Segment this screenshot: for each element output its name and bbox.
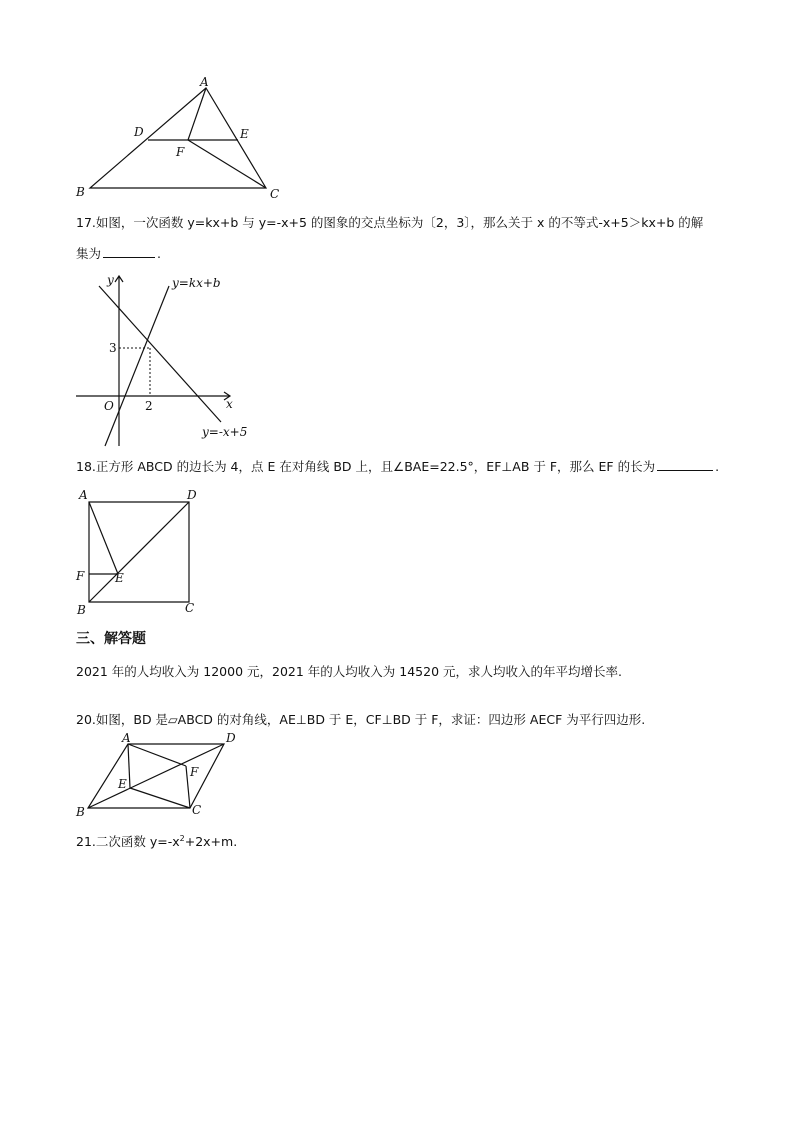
label-d: D [226,731,236,745]
line-y-kx-plus-b [105,286,169,446]
label-d: D [134,125,144,139]
line-label-kx-b: y=kx+b [172,276,221,290]
y-axis-label: y [107,273,114,287]
label-f: F [190,765,199,779]
question-18 [76,458,719,476]
line-label-neg-x-5: y=-x+5 [202,425,248,439]
segment-af [128,744,186,766]
label-a: A [122,731,131,745]
question-17-suffix: . [157,246,161,261]
label-f: F [76,569,85,583]
question-19: 2021 年的人均收入为 12000 元，2021 年的人均收入为 14520 元，求人均收入的年平均增长率. [76,664,622,679]
label-b: B [76,185,85,199]
origin-label: O [104,399,114,413]
figure-linear-functions [72,272,262,452]
figure-parallelogram-abcd [72,730,242,820]
label-b: B [76,805,85,819]
figure-square-abcd [72,484,212,618]
question-17-line2 [76,245,161,263]
label-c: C [185,601,195,615]
segment-ce [130,788,190,808]
question-18-suffix: . [715,459,720,474]
label-e: E [118,777,127,791]
question-21-text-after: +2x+m. [184,834,238,850]
figure-triangle-abc [70,74,290,204]
label-c: C [270,187,280,201]
x-axis-label: x [226,397,233,411]
question-17-line1: 17.如图，一次函数 y=kx+b 与 y=-x+5 的图象的交点坐标为〔2，3〕，那么关于 x 的不等式-x+5＞kx+b 的解 [76,215,704,230]
label-a: A [79,488,88,502]
answer-blank-18[interactable] [657,458,713,471]
label-c: C [192,803,202,817]
question-20: 20.如图，BD 是▱ABCD 的对角线，AE⊥BD 于 E，CF⊥BD 于 F，求证：四边形 AECF 为平行四边形. [76,712,646,727]
label-d: D [187,488,197,502]
tick-label-y-3: 3 [109,341,117,355]
label-e: E [115,571,124,585]
question-21 [76,830,237,851]
tick-label-x-2: 2 [145,399,153,413]
section-title: 三、解答题 [76,631,146,647]
question-18-text: 18.正方形 ABCD 的边长为 4，点 E 在对角线 BD 上，且∠BAE=22.5°，EF⊥AB 于 F，那么 EF 的长为 [76,459,656,474]
exponent: 2 [179,834,185,843]
label-a: A [200,75,209,89]
answer-blank-17[interactable] [103,245,155,258]
segment-ae [89,502,118,574]
label-f: F [176,145,185,159]
line-y-neg-x-plus-5 [99,286,221,422]
question-21-text-before: 21.二次函数 y=-x [76,834,180,850]
label-e: E [240,127,249,141]
segment-fc [188,140,266,188]
question-17-prefix: 集为 [76,246,102,261]
label-b: B [77,603,86,617]
segment-ae [128,744,130,788]
diagonal-bd [89,502,189,602]
